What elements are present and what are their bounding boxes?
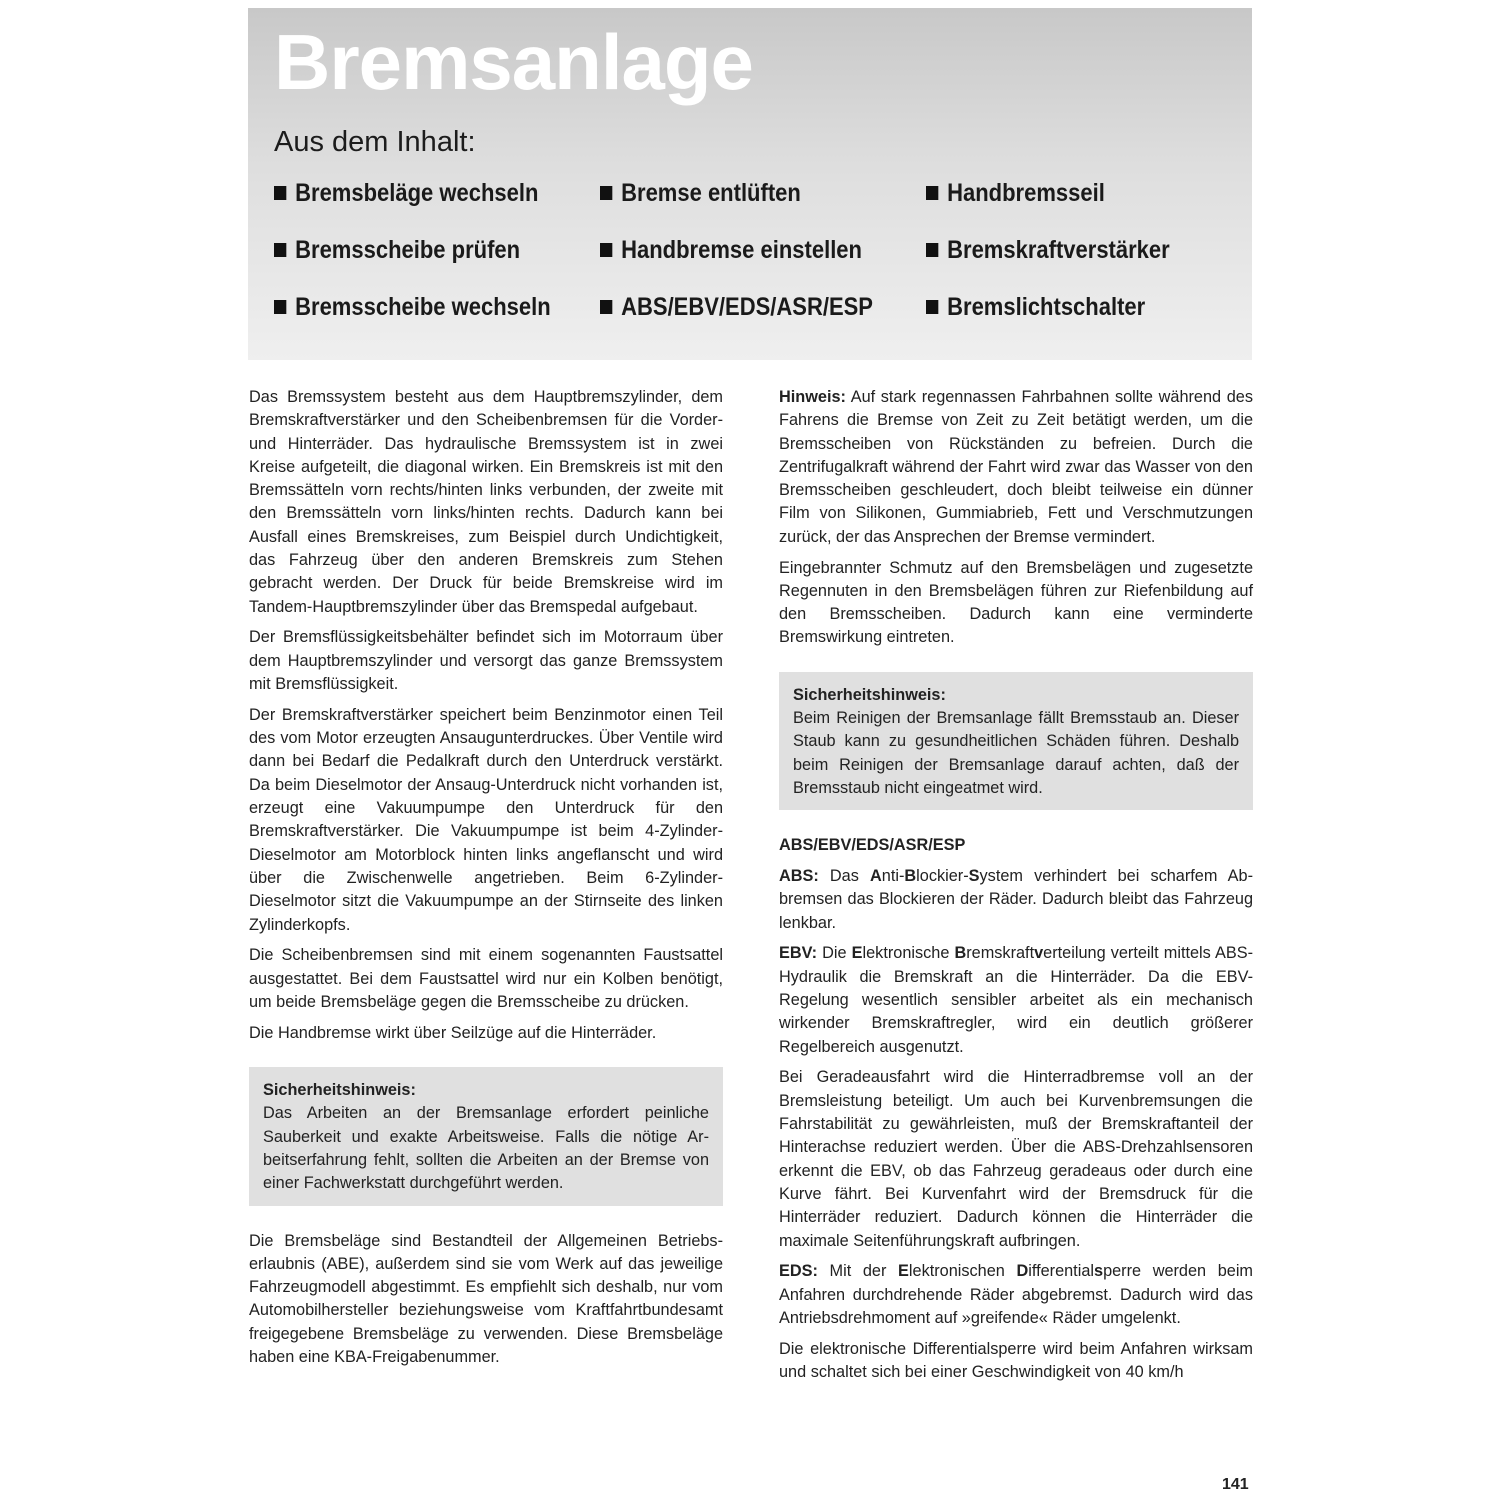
acronym-letter: E bbox=[851, 944, 863, 963]
acronym-letter: v bbox=[1034, 944, 1044, 963]
acronym-letter: A bbox=[870, 867, 882, 886]
text-run: lockier- bbox=[916, 867, 969, 886]
toc-item bbox=[600, 233, 887, 267]
paragraph-abs bbox=[779, 865, 1253, 935]
square-bullet-icon bbox=[600, 300, 612, 314]
square-bullet-icon bbox=[926, 300, 938, 314]
acronym-letter: D bbox=[1016, 1262, 1029, 1281]
toc-item bbox=[926, 290, 1213, 324]
toc-item-label: Bremsscheibe wechseln bbox=[295, 293, 551, 321]
toc-item bbox=[274, 176, 561, 210]
safety-note-box bbox=[779, 672, 1253, 810]
square-bullet-icon bbox=[600, 243, 612, 257]
paragraph-scheibenbremsen: Die Scheibenbremsen sind mit einem sogenannten Faustsattel ausgestattet. Bei dem Faustsattel wird nur ein Kolben benötigt, um beide Bremsbeläge gegen die Bremsscheibe zu drücken. bbox=[249, 946, 723, 1011]
text-run: perre werden beim Anfahren durchdrehende Räder abgebremst. Dadurch wird das Antriebsdrehmoment auf »greifende« Räder umgelenkt. bbox=[779, 1262, 1253, 1327]
square-bullet-icon bbox=[274, 186, 286, 200]
toc-item-label: Handbremse einstellen bbox=[621, 236, 862, 264]
acronym-letter: S bbox=[968, 867, 980, 886]
text-run: lektronischen bbox=[908, 1262, 1017, 1281]
square-bullet-icon bbox=[926, 186, 938, 200]
text-run: remskraft bbox=[966, 944, 1035, 963]
toc-item-label: Bremsscheibe prüfen bbox=[295, 236, 521, 264]
safety-note-text: Beim Reinigen der Bremsanlage fällt Bremsstaub an. Dieser Staub kann zu gesundheitlichen Schäden führen. Deshalb beim Reinigen der Bremsanlage darauf achten, daß der Bremsstaub nicht eingeatmet wird. bbox=[793, 709, 1239, 797]
left-column bbox=[249, 386, 723, 1377]
acronym-letter: B bbox=[954, 944, 967, 963]
paragraph-geradeausfahrt: Bei Geradeausfahrt wird die Hinterradbremse voll an der Bremsleistung beteiligt. Um auch bei Kurvenbremsungen die Fahrstabilität zu gewährleisten, muß der Bremskraftanteil der Hinterachse reduziert werden. Über die ABS-Drehzahlsensoren erkennt die EBV, ob das Fahrzeug geradeaus oder durch eine Kurve fährt. Bei Kurvenfahrt wird der Bremsdruck für die Hinterräder reduziert. Dadurch können die Hinterräder die maximale Seitenführungskraft aufbringen. bbox=[779, 1068, 1253, 1250]
toc-item-label: ABS/EBV/EDS/ASR/ESP bbox=[621, 293, 873, 321]
text-run: ystem verhindert bei scharfem Abbremsen das Blockieren der Räder. Dadurch bleibt das Fahrzeug lenkbar. bbox=[779, 867, 1253, 932]
toc-item-label: Bremsbeläge wechseln bbox=[295, 179, 539, 207]
chapter-header bbox=[248, 8, 1252, 360]
page-number: 141 bbox=[1222, 1476, 1249, 1493]
text-run: Mit der bbox=[817, 1262, 899, 1281]
toc-item-label: Handbremsseil bbox=[947, 179, 1105, 207]
contents-heading: Aus dem Inhalt: bbox=[274, 126, 476, 158]
square-bullet-icon bbox=[274, 243, 286, 257]
text-run: Die bbox=[817, 944, 852, 963]
chapter-title: Bremsanlage bbox=[274, 18, 753, 106]
toc-item-label: Bremslichtschalter bbox=[947, 293, 1146, 321]
section-heading-abs: ABS/EBV/EDS/ASR/ESP bbox=[779, 836, 966, 855]
paragraph-eds bbox=[779, 1260, 1253, 1330]
paragraph-bremsbelaege: Die Bremsbeläge sind Bestandteil der Allgemeinen Betriebserlaubnis (ABE), außerdem sind sie vom Werk auf das jeweilige Fahrzeugmodell abgestimmt. Es empfiehlt sich deshalb, nur vom Automobilhersteller beziehungsweise vom Kraftfahrtbundesamt freigegebene Bremsbeläge zu verwenden. Diese Bremsbeläge haben eine KBA-Freigabenummer. bbox=[249, 1231, 723, 1366]
paragraph-differentialsperre: Die elektronische Differentialsperre wird beim Anfahren wirksam und schaltet sich bei einer Geschwindigkeit von 40 km/h bbox=[779, 1339, 1253, 1381]
square-bullet-icon bbox=[600, 186, 612, 200]
square-bullet-icon bbox=[926, 243, 938, 257]
paragraph-bremssystem: Das Bremssystem besteht aus dem Hauptbremszylinder, dem Bremskraftverstärker und den Scheibenbremsen für die Vorder- und Hinterräder. Das hydraulische Bremssystem ist in zwei Kreise aufgeteilt, die diagonal wirken. Ein Bremskreis ist mit den Bremssätteln vorn rechts/hinten links verbunden, der zweite mit den Bremssätteln vorn links/hinten rechts. Dadurch kann bei Ausfall eines Bremskreises, zum Beispiel durch Undichtigkeit, das Fahrzeug über den anderen Bremskreis zum Stehen gebracht werden. Der Druck für beide Bremskreise wird im Tandem-Hauptbremszylinder über das Bremspedal aufgebaut. bbox=[249, 388, 723, 616]
ebv-label: EBV: bbox=[779, 944, 817, 963]
toc-item bbox=[274, 290, 561, 324]
eds-label: EDS: bbox=[779, 1262, 818, 1281]
paragraph-riefenbildung: Eingebrannter Schmutz auf den Bremsbelägen und zugesetzte Regennuten in den Bremsbelägen führen zur Riefenbildung auf den Bremsscheiben. Dadurch kann eine verminderte Bremswirkung eintreten. bbox=[779, 558, 1253, 647]
text-run: ifferential bbox=[1028, 1262, 1094, 1281]
safety-note-box bbox=[249, 1067, 723, 1205]
safety-note-title: Sicherheitshinweis: bbox=[793, 685, 946, 704]
text-run: lektronische bbox=[862, 944, 955, 963]
acronym-letter: B bbox=[904, 867, 917, 886]
safety-note-title: Sicherheitshinweis: bbox=[263, 1081, 416, 1100]
text-run: erteilung verteilt mittels ABS-Hydraulik die Bremskraft an die Hinterräder. Da die EBV-Regelung wesentlich sensibler arbeitet als ein mechanisch wirkender Bremskraftregler, wird ein deutlich größerer Regelbereich ausgenutzt. bbox=[779, 944, 1254, 1056]
paragraph-handbremse: Die Handbremse wirkt über Seilzüge auf die Hinterräder. bbox=[249, 1023, 657, 1042]
toc-item bbox=[600, 290, 887, 324]
square-bullet-icon bbox=[274, 300, 286, 314]
toc-item-label: Bremse entlüften bbox=[621, 179, 801, 207]
right-column bbox=[779, 386, 1253, 1392]
acronym-letter: E bbox=[898, 1262, 909, 1281]
toc-item bbox=[274, 233, 561, 267]
safety-note-text: Das Arbeiten an der Bremsanlage erfordert peinliche Sauberkeit und exakte Arbeitsweise. Falls die nötige Arbeitserfahrung fehlt, sollten die Arbeiten an der Bremse von einer Fachwerkstatt durchgeführt werden. bbox=[263, 1104, 709, 1193]
toc-item bbox=[926, 176, 1213, 210]
toc-item bbox=[926, 233, 1213, 267]
paragraph-ebv bbox=[779, 942, 1253, 1058]
toc-item bbox=[600, 176, 887, 210]
abs-label: ABS: bbox=[779, 867, 819, 886]
contents-list bbox=[274, 176, 1254, 324]
toc-item-label: Bremskraftverstärker bbox=[947, 236, 1170, 264]
text-run: Das bbox=[818, 867, 871, 886]
text-run: nti- bbox=[881, 867, 905, 886]
paragraph-bremsfluessigkeit: Der Bremsflüssigkeitsbehälter befindet sich im Motorraum über dem Hauptbremszylinder und versorgt das ganze Bremssystem mit Bremsflüssigkeit. bbox=[249, 628, 723, 694]
acronym-letter: s bbox=[1094, 1262, 1104, 1281]
paragraph-bremskraftverstaerker: Der Bremskraftverstärker speichert beim Benzinmotor einen Teil des vom Motor erzeugten Ansaugunterdruckes. Über Ventile wird dann bei Bedarf die Pedalkraft durch den Unterdruck verstärkt. Da beim Dieselmotor der Ansaug-Unterdruck nicht vorhanden ist, erzeugt eine Vakuumpumpe den Unterdruck für den Bremskraftverstärker. Die Vakuumpumpe ist beim 4-Zylinder-Dieselmotor am Motorblock hinten links angeflanscht und wird über die Zwischenwelle angetrieben. Beim 6-Zylinder-Dieselmotor sitzt die Vakuumpumpe an der Stirnseite des linken Zylinderkopfs. bbox=[249, 705, 723, 934]
paragraph-hinweis bbox=[779, 386, 1253, 549]
hint-text: Auf stark regennassen Fahrbahnen sollte während des Fahrens die Bremse von Zeit zu Zeit betätigt werden, um die Bremsscheiben von Rückständen zu befreien. Durch die Zentrifugalkraft während der Fahrt wird zwar das Wasser von den Bremsscheiben geschleudert, doch bleibt teilweise ein dünner Film von Silikonen, Gummiabrieb, Fett und Verschmutzungen zurück, der das Ansprechen der Bremse vermindert. bbox=[779, 388, 1253, 546]
hint-label: Hinweis: bbox=[779, 388, 846, 406]
